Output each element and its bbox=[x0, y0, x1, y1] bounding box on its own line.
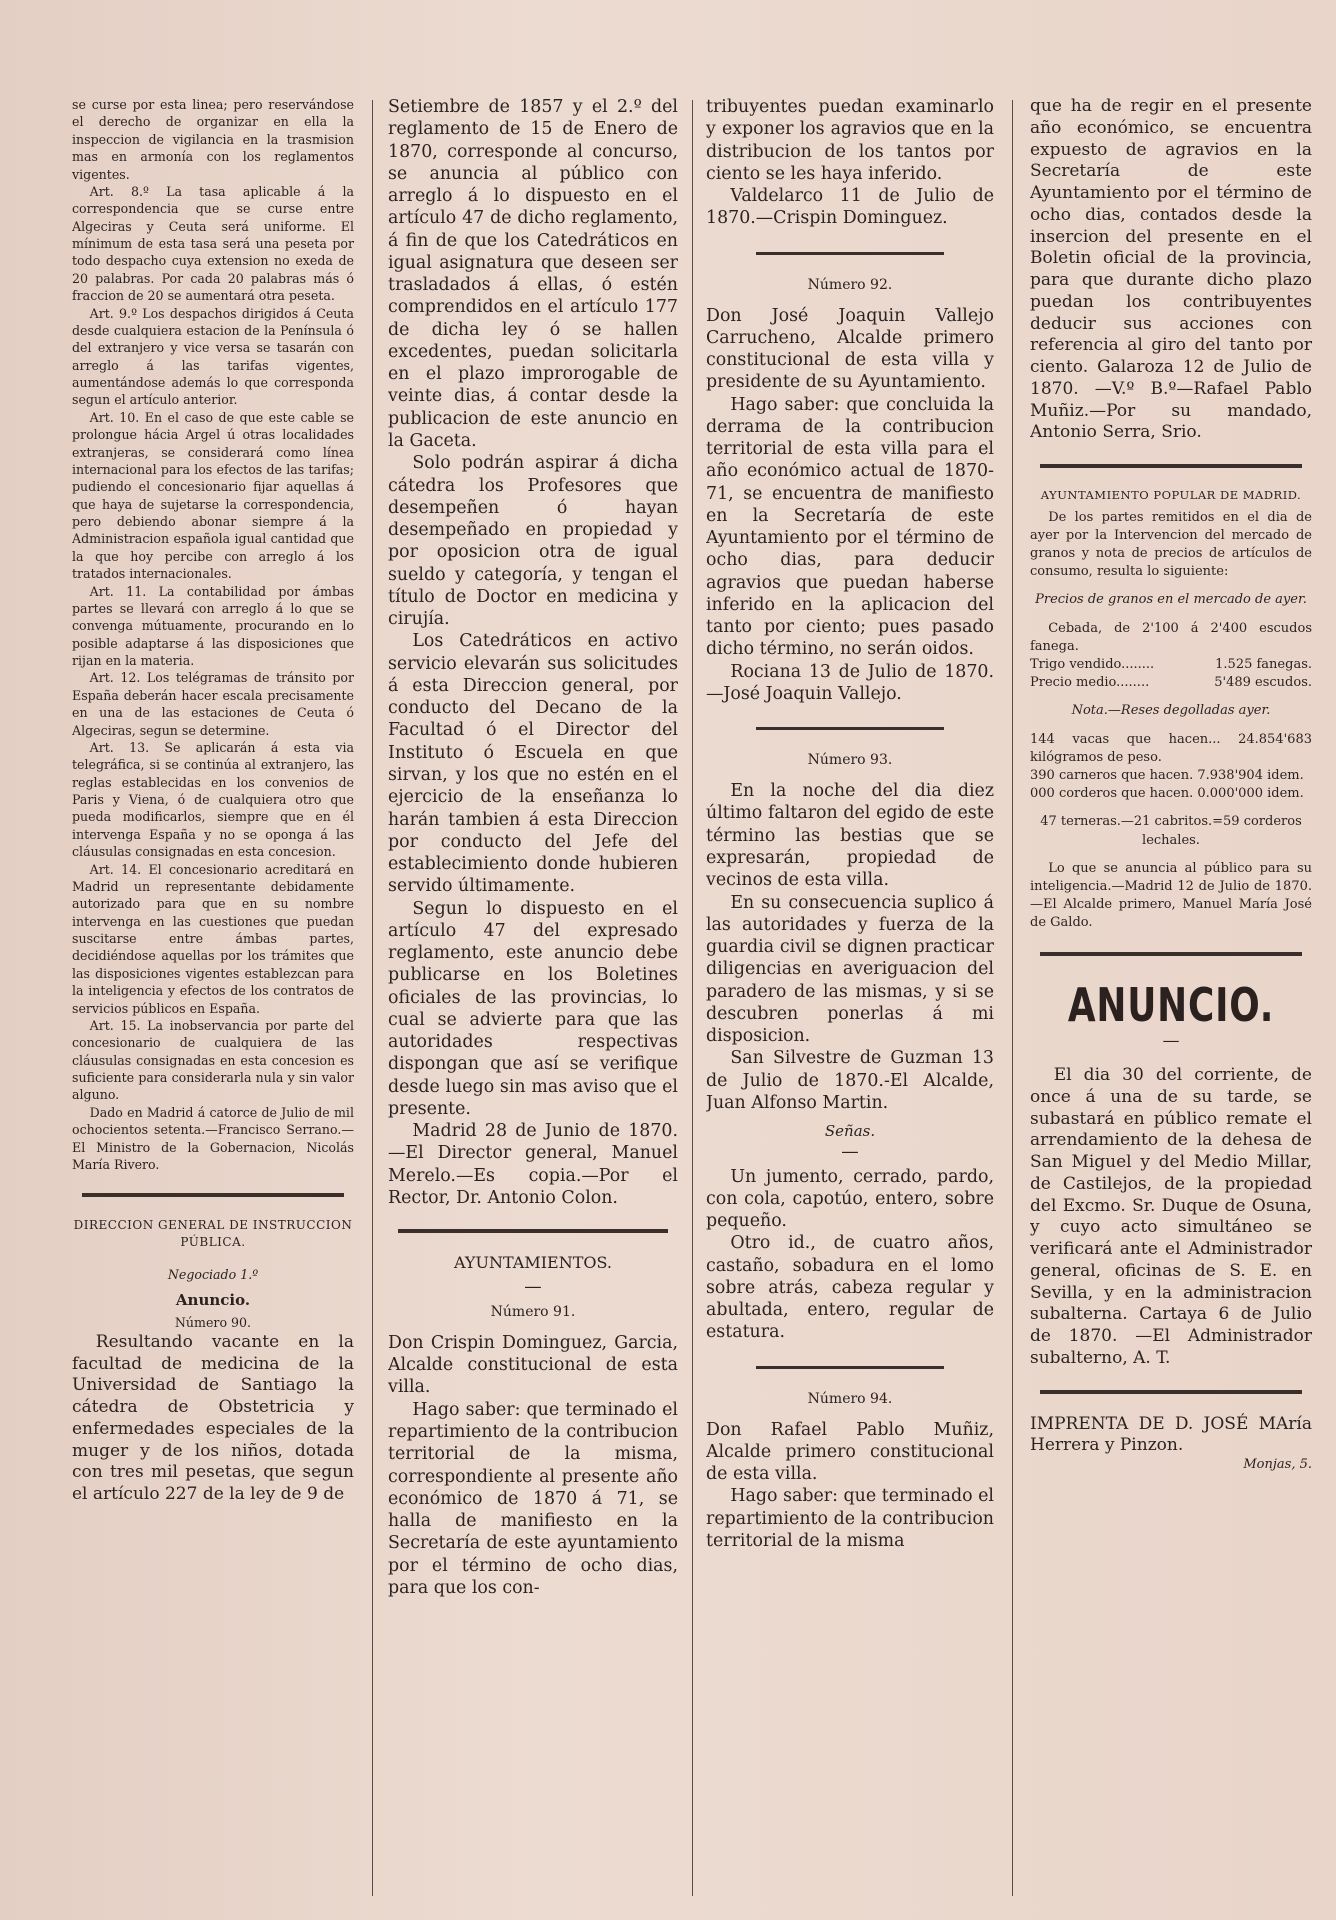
section-title: AYUNTAMIENTOS. bbox=[454, 1253, 612, 1273]
column-divider bbox=[372, 100, 373, 1896]
section-rule bbox=[1040, 464, 1302, 468]
paragraph: Hago saber: que terminado el repartimiento de la contribucion territorial de la misma, correspondiente al presente año económico de 1870 á 71, se halla de manifiesto en la Secretaría de este ayuntamiento por el término de ocho dias, para que los con- bbox=[388, 1399, 678, 1598]
section-rule bbox=[82, 1193, 344, 1197]
paragraph: En su consecuencia suplico á las autoridades y fuerza de la guardia civil se dignen practicar diligencias en averiguacion del paradero de las mismas, y si se descubren ponerlas á mi disposicion. bbox=[706, 892, 994, 1047]
column-divider bbox=[692, 100, 693, 1896]
paragraph: Don José Joaquin Vallejo Carrucheno, Alcalde primero constitucional de esta villa y presidente de su Ayuntamiento. bbox=[706, 305, 994, 393]
dash-divider: — bbox=[524, 1276, 542, 1297]
price-label: Precio medio........ bbox=[1030, 675, 1150, 691]
section-rule bbox=[1040, 1390, 1302, 1394]
section-rule bbox=[398, 1229, 668, 1233]
article-10: Art. 10. En el caso de que este cable se prolongue hácia Argel ú otras localidades extranjeras, se considerará como línea internacional para los efectos de las tarifas; pudiendo el concesionario fijar aquellas á que haya de sujetarse la correspondencia, pero debiendo abonar siempre á la Administracion española igual cantidad que la que hoy percibe con arreglo á los tratados internacionales. bbox=[72, 409, 354, 582]
price-label: Trigo vendido........ bbox=[1030, 657, 1155, 673]
article-11: Art. 11. La contabilidad por ámbas partes se llevará con arreglo á lo que se convenga mútuamente, procurando en lo posible adaptarse á las disposiciones que rijan en la materia. bbox=[72, 583, 354, 668]
article-15: Art. 15. La inobservancia por parte del concesionario de cualquiera de las cláusulas consignadas en esta concesion es suficiente para considerarla nula y sin valor alguno. bbox=[72, 1017, 354, 1103]
column-3 bbox=[706, 96, 994, 1900]
article-13: Art. 13. Se aplicarán á esta via telegráfica, si se continúa al extranjero, las reglas establecidas en los convenios de Paris y Viena, ó de cualquiera otro que pueda modificarlos, siempre que en él intervenga España y no se oponga á las cláusulas consignadas en esta concesion. bbox=[72, 739, 354, 860]
notice-number: Número 92. bbox=[807, 276, 893, 293]
paragraph: Setiembre de 1857 y el 2.º del reglamento de 15 de Enero de 1870, corresponde al concurso, se anuncia al público con arreglo á lo dispuesto en el artículo 47 de dicho reglamento, á fin de que los Catedráticos en igual asignatura que deseen ser trasladados á ellas, ó estén comprendidos en el artículo 177 de dicha ley ó se hallen excedentes, puedan solicitarla en el plazo improrogable de veinte dias, á contar desde la publicacion de este anuncio en la Gaceta. bbox=[388, 97, 678, 451]
prices-heading: Precios de granos en el mercado de ayer. bbox=[1035, 592, 1307, 608]
paragraph: que ha de regir en el presente año económico, se encuentra expuesto de agravios en la Secretaría de este Ayuntamiento por el término de ocho dias, contados desde la insercion del presente en el Boletin oficial de la provincia, para que durante dicho plazo puedan los contribuyentes deducir sus acciones con referencia al giro del tanto por ciento. Galaroza 12 de Julio de 1870. —V.º B.º—Rafael Pablo Muñiz.—Por su mandado, Antonio Serra, Srio. bbox=[1030, 96, 1312, 443]
article-9: Art. 9.º Los despachos dirigidos á Ceuta desde cualquiera estacion de la Península ó del extranjero y vice versa se tasarán con arreglo á las tarifas vigentes, aumentándose además lo que corresponda segun el artículo anterior. bbox=[72, 305, 354, 408]
price-value: 1.525 fanegas. bbox=[1215, 657, 1312, 673]
decree-signature: Dado en Madrid á catorce de Julio de mil ochocientos setenta.—Francisco Serrano.—El Ministro de la Gobernacion, Nicolás María Rivero. bbox=[72, 1104, 354, 1172]
paragraph: Hago saber: que concluida la derrama de la contribucion territorial de esta villa para el año económico actual de 1870-71, se encuentra de manifiesto en la Secretaría de este Ayuntamiento por el término de ocho dias, para deducir agravios que puedan haberse inferido en la aplicacion del tanto por ciento; pues pasado dicho término, no serán oidos. bbox=[706, 394, 994, 660]
paragraph: El dia 30 del corriente, de once á una de su tarde, se subastará en público remate el arrendamiento de la dehesa de San Miguel y del Medio Millar, de Castilejos, de la propiedad del Excmo. Sr. Duque de Osuna, y cuyo acto simultáneo se verificará ante el Administrador general, oficinas de S. E. en Sevilla, y en la administracion subalterna. Cartaya 6 de Julio de 1870. —El Administrador subalterno, A. T. bbox=[1030, 1065, 1312, 1368]
signature: Rociana 13 de Julio de 1870.—José Joaquin Vallejo. bbox=[706, 661, 994, 705]
anuncio-title: ANUNCIO. bbox=[1067, 978, 1275, 1033]
signature: Valdelarco 11 de Julio de 1870.—Crispin Dominguez. bbox=[706, 186, 994, 229]
paragraph: Don Rafael Pablo Muñiz, Alcalde primero constitucional de esta villa. bbox=[706, 1419, 994, 1485]
column-2 bbox=[388, 96, 678, 1900]
paragraph: Segun lo dispuesto en el artículo 47 del expresado reglamento, este anuncio debe publicarse en los Boletines oficiales de las provincias, lo cual se advierte para que las autoridades respectivas dispongan que así se verifique desde luego sin mas aviso que el presente. bbox=[388, 898, 678, 1119]
price-line: Cebada, de 2'100 á 2'400 escudos fanega. bbox=[1030, 620, 1312, 654]
paragraph: Un jumento, cerrado, pardo, con cola, capotúo, entero, sobre pequeño. bbox=[706, 1166, 994, 1232]
livestock-line: 000 corderos que hacen. 0.000'000 idem. bbox=[1030, 786, 1304, 802]
livestock-line: 144 vacas que hacen... 24.854'683 kilógramos de peso. bbox=[1030, 731, 1312, 765]
section-rule bbox=[1040, 952, 1302, 956]
notice-number: Número 90. bbox=[174, 1315, 252, 1331]
livestock-line: 47 terneras.—21 cabritos.=59 corderos lechales. bbox=[1040, 814, 1302, 848]
paragraph: En la noche del dia diez último faltaron del egido de este término las bestias que se expresarán, propiedad de vecinos de esta villa. bbox=[706, 781, 994, 891]
notice-number: Número 91. bbox=[490, 1304, 576, 1321]
column-divider bbox=[1012, 100, 1013, 1896]
paragraph: Otro id., de cuatro años, castaño, sobadura en el lomo sobre atrás, cabeza regular y abultada, entero, regular de estatura. bbox=[706, 1233, 994, 1343]
anuncio-label: Anuncio. bbox=[175, 1290, 251, 1309]
notice-number: Número 93. bbox=[807, 752, 893, 769]
column-4 bbox=[1030, 96, 1312, 1900]
dash-divider: — bbox=[1162, 1031, 1180, 1052]
section-rule bbox=[756, 727, 944, 730]
price-row bbox=[1030, 656, 1312, 674]
paragraph: se curse por esta linea; pero reservándose el derecho de organizar en ella la inspeccion de vigilancia en la trasmision mas en armonía con los reglamentos vigentes. bbox=[72, 97, 354, 182]
column-1 bbox=[72, 96, 354, 1900]
paragraph: Los Catedráticos en activo servicio elevarán sus solicitudes á esta Direccion general, por conducto del Decano de la Facultad ó el Director del Instituto ó Escuela en que sirvan, y los que no estén en el ejercicio de la enseñanza lo harán tambien á esta Direccion por conducto del Jefe del establecimiento donde hubieren servido últimamente. bbox=[388, 631, 678, 897]
price-row bbox=[1030, 674, 1312, 692]
paragraph: Hago saber: que terminado el repartimiento de la contribucion territorial de la misma bbox=[706, 1486, 994, 1551]
notice-number: Número 94. bbox=[807, 1390, 893, 1407]
paragraph: Solo podrán aspirar á dicha cátedra los Profesores que desempeñen ó hayan desempeñado en propiedad y por oposicion otra de igual sueldo y categoría, y tengan el título de Doctor en medicina y cirujía. bbox=[388, 453, 678, 630]
signature: Madrid 28 de Junio de 1870.—El Director general, Manuel Merelo.—Es copia.—Por el Rector, Dr. Antonio Colon. bbox=[388, 1121, 678, 1209]
section-title: DIRECCION GENERAL DE INSTRUCCION PÚBLICA. bbox=[73, 1218, 353, 1249]
negociado: Negociado 1.º bbox=[167, 1267, 259, 1283]
printer-address: Monjas, 5. bbox=[1243, 1457, 1312, 1473]
paragraph: Resultando vacante en la facultad de medicina de la Universidad de Santiago la cátedra de Obstetricia y enfermedades especiales de la muger y de los niños, dotada con tres mil pesetas, que segun el artículo 227 de la ley de 9 de bbox=[72, 1331, 354, 1505]
printer-imprint: IMPRENTA DE D. JOSÉ MAría Herrera y Pinzon. bbox=[1030, 1413, 1312, 1456]
dash-divider: — bbox=[841, 1142, 859, 1163]
paragraph: Lo que se anuncia al público para su inteligencia.—Madrid 12 de Julio de 1870.—El Alcalde primero, Manuel María José de Galdo. bbox=[1030, 860, 1312, 931]
paragraph: tribuyentes puedan examinarlo y exponer los agravios que en la distribucion de los tantos por ciento se les haya inferido. bbox=[706, 97, 994, 184]
article-14: Art. 14. El concesionario acreditará en Madrid un representante debidamente autorizado para que en su nombre intervenga en las cuestiones que puedan suscitarse entre ámbas partes, decidiéndose aquellas por los trámites que las disposiciones vigentes establezcan para la inteligencia y efectos de los contratos de servicios públicos en España. bbox=[72, 861, 354, 1016]
senas-heading: Señas. bbox=[824, 1122, 876, 1141]
signature: San Silvestre de Guzman 13 de Julio de 1870.-El Alcalde, Juan Alfonso Martin. bbox=[706, 1048, 994, 1113]
paragraph: De los partes remitidos en el dia de ayer por la Intervencion del mercado de granos y nota de precios de artículos de consumo, resulta lo siguiente: bbox=[1030, 509, 1312, 580]
livestock-line: 390 carneros que hacen. 7.938'904 idem. bbox=[1030, 767, 1304, 783]
price-value: 5'489 escudos. bbox=[1214, 675, 1312, 691]
nota-heading: Nota.—Reses degolladas ayer. bbox=[1071, 703, 1271, 719]
article-12: Art. 12. Los telégramas de tránsito por España deberán hacer escala precisamente en una de las estaciones de Ceuta ó Algeciras, segun se determine. bbox=[72, 670, 354, 738]
article-8: Art. 8.º La tasa aplicable á la correspondencia que se curse entre Algeciras y Ceuta será uniforme. El mínimum de esta tasa será una peseta por todo despacho cuya extension no exeda de 20 palabras. Por cada 20 palabras más ó fraccion de 20 se aumentará otra peseta. bbox=[72, 183, 354, 304]
paragraph: Don Crispin Dominguez, Garcia, Alcalde constitucional de esta villa. bbox=[388, 1332, 678, 1398]
section-rule bbox=[756, 1366, 944, 1369]
section-title: AYUNTAMIENTO POPULAR DE MADRID. bbox=[1040, 488, 1302, 502]
section-rule bbox=[756, 252, 944, 255]
